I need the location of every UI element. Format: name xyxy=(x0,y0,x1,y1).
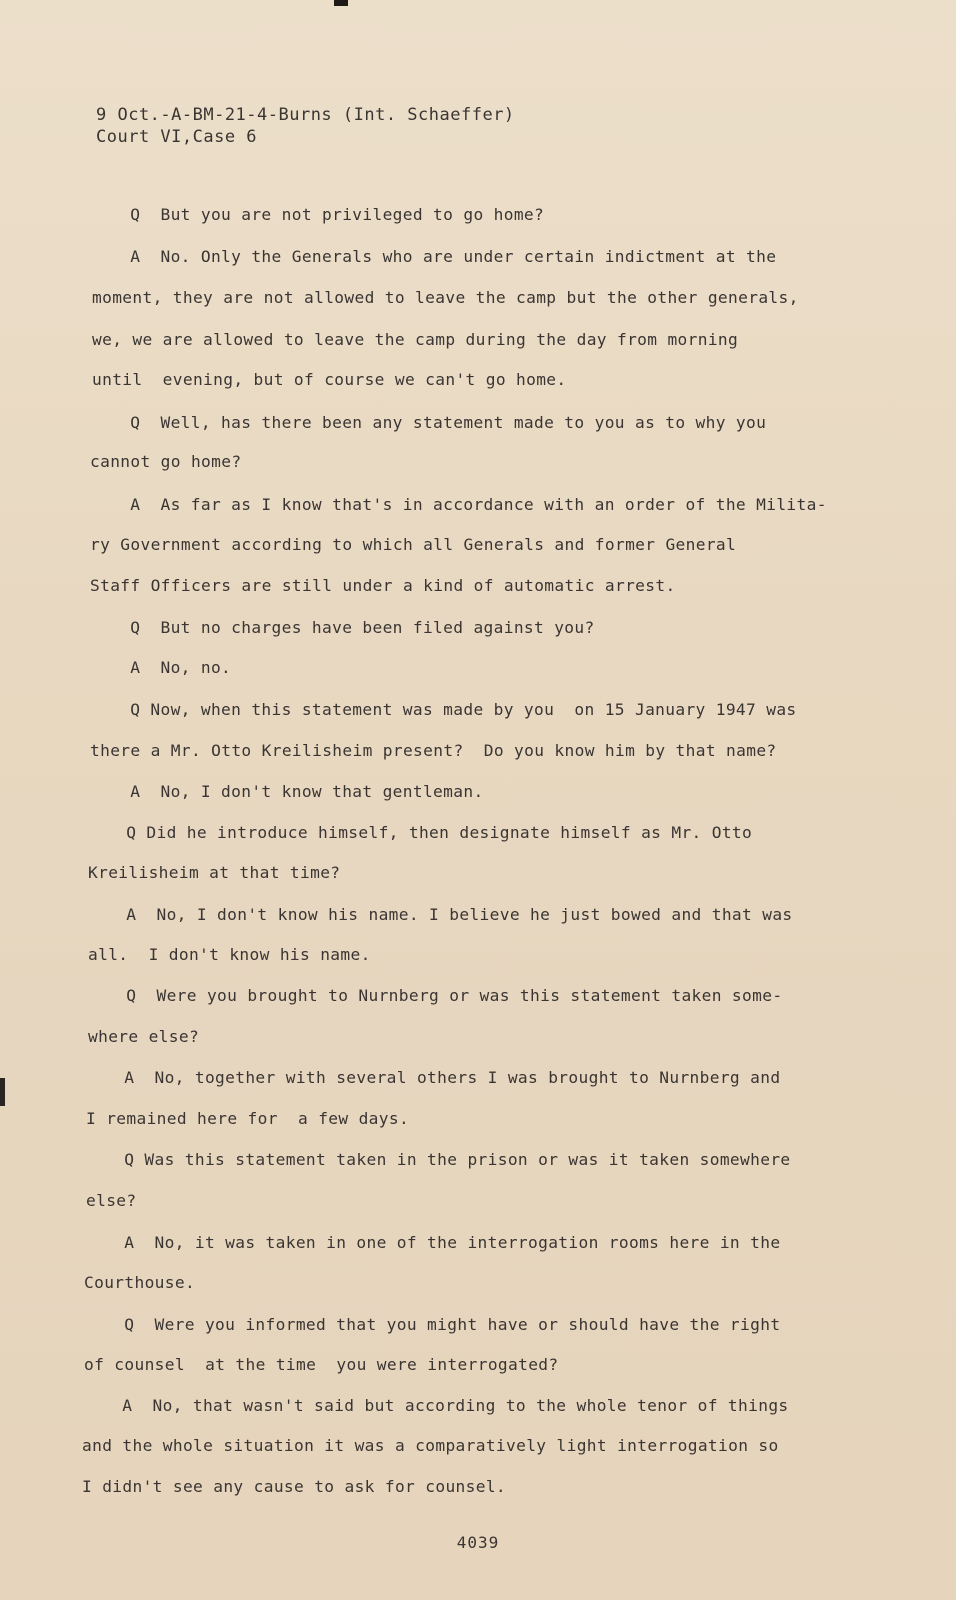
transcript-line: A As far as I know that's in accordance with an order of the Milita- xyxy=(110,495,827,514)
transcript-line: A No, it was taken in one of the interrogation rooms here in the xyxy=(104,1233,781,1252)
transcript-line: Kreilisheim at that time? xyxy=(88,863,341,882)
transcript-line: A No, I don't know his name. I believe he just bowed and that was xyxy=(106,905,793,924)
transcript-line: Q Were you informed that you might have or should have the right xyxy=(104,1315,781,1334)
transcript-line: until evening, but of course we can't go home. xyxy=(92,370,567,389)
transcript-line: else? xyxy=(86,1191,137,1210)
transcript-line: Courthouse. xyxy=(84,1273,196,1292)
transcript-line: Staff Officers are still under a kind of automatic arrest. xyxy=(90,576,676,595)
header-line-1: 9 Oct.-A-BM-21-4-Burns (Int. Schaeffer) xyxy=(96,105,515,125)
transcript-line: Q Well, has there been any statement made to you as to why you xyxy=(110,413,767,432)
transcript-line: ry Government according to which all Generals and former General xyxy=(90,535,737,554)
transcript-line: I remained here for a few days. xyxy=(86,1109,410,1128)
transcript-line: Q Did he introduce himself, then designate himself as Mr. Otto xyxy=(106,823,753,842)
transcript-line: A No, together with several others I was brought to Nurnberg and xyxy=(104,1068,781,1087)
transcript-line: A No, I don't know that gentleman. xyxy=(110,782,484,801)
transcript-line: A No, no. xyxy=(110,658,232,677)
transcript-line: Q But no charges have been filed against you? xyxy=(110,618,595,637)
transcript-line: A No, that wasn't said but according to the whole tenor of things xyxy=(102,1396,789,1415)
transcript-line: A No. Only the Generals who are under certain indictment at the xyxy=(110,247,777,266)
transcript-line: of counsel at the time you were interrogated? xyxy=(84,1355,559,1374)
transcript-line: I didn't see any cause to ask for counsel. xyxy=(82,1477,507,1496)
transcript-line: Q Were you brought to Nurnberg or was this statement taken some- xyxy=(106,986,783,1005)
transcript-line: moment, they are not allowed to leave the camp but the other generals, xyxy=(92,288,799,307)
top-edge-mark xyxy=(334,0,348,6)
transcript-line: Q Now, when this statement was made by you on 15 January 1947 was xyxy=(110,700,797,719)
transcript-line: where else? xyxy=(88,1027,200,1046)
transcript-line: Q Was this statement taken in the prison or was it taken somewhere xyxy=(104,1150,791,1169)
left-edge-mark xyxy=(0,1078,5,1106)
transcript-line: there a Mr. Otto Kreilisheim present? Do you know him by that name? xyxy=(90,741,777,760)
transcript-line: cannot go home? xyxy=(90,452,242,471)
document-header xyxy=(96,104,515,148)
header-line-2: Court VI,Case 6 xyxy=(96,127,258,147)
transcript-line: we, we are allowed to leave the camp during the day from morning xyxy=(92,330,739,349)
transcript-line: Q But you are not privileged to go home? xyxy=(110,205,545,224)
page-number: 4039 xyxy=(456,1533,500,1552)
transcript-line: and the whole situation it was a comparatively light interrogation so xyxy=(82,1436,779,1455)
transcript-line: all. I don't know his name. xyxy=(88,945,371,964)
